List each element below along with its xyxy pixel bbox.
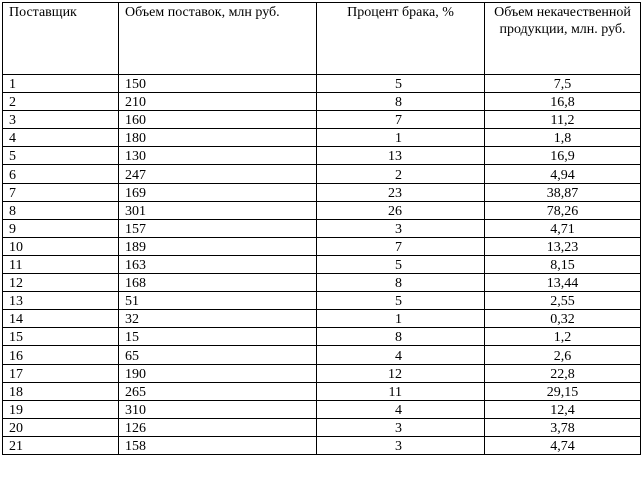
table-row [3,346,641,364]
cell-supply-volume: 180 [119,129,317,147]
cell-supplier: 2 [3,93,119,111]
cell-defect-percent: 5 [317,255,485,273]
cell-defective-volume: 4,74 [485,436,641,454]
cell-defective-volume: 78,26 [485,201,641,219]
cell-supplier: 13 [3,292,119,310]
cell-supplier: 5 [3,147,119,165]
table-row [3,237,641,255]
cell-defect-percent: 4 [317,346,485,364]
cell-defective-volume: 11,2 [485,111,641,129]
cell-supplier: 15 [3,328,119,346]
cell-defect-percent: 3 [317,418,485,436]
table-row [3,310,641,328]
cell-defect-percent: 8 [317,274,485,292]
cell-supplier: 10 [3,237,119,255]
table-header-row [3,3,641,75]
cell-defect-percent: 26 [317,201,485,219]
table-row [3,364,641,382]
cell-supplier: 21 [3,436,119,454]
cell-supply-volume: 51 [119,292,317,310]
cell-defect-percent: 3 [317,219,485,237]
cell-defective-volume: 4,94 [485,165,641,183]
column-header-defect-percent: Процент брака, % [317,3,485,75]
cell-defective-volume: 12,4 [485,400,641,418]
cell-defective-volume: 8,15 [485,255,641,273]
cell-defective-volume: 38,87 [485,183,641,201]
cell-defective-volume: 2,6 [485,346,641,364]
table-row [3,93,641,111]
cell-defect-percent: 12 [317,364,485,382]
cell-defect-percent: 2 [317,165,485,183]
cell-supply-volume: 265 [119,382,317,400]
cell-defective-volume: 16,9 [485,147,641,165]
cell-supplier: 19 [3,400,119,418]
column-header-defective-volume: Объем некачественной продукции, млн. руб. [485,3,641,75]
cell-supply-volume: 150 [119,75,317,93]
cell-defective-volume: 22,8 [485,364,641,382]
column-header-supply-volume: Объем поставок, млн руб. [119,3,317,75]
cell-supply-volume: 210 [119,93,317,111]
table-row [3,201,641,219]
cell-supply-volume: 168 [119,274,317,292]
table-row [3,129,641,147]
table-row [3,400,641,418]
cell-defective-volume: 4,71 [485,219,641,237]
cell-defect-percent: 1 [317,310,485,328]
table-row [3,111,641,129]
cell-defect-percent: 4 [317,400,485,418]
cell-defective-volume: 2,55 [485,292,641,310]
cell-defect-percent: 13 [317,147,485,165]
cell-supply-volume: 15 [119,328,317,346]
cell-defect-percent: 8 [317,93,485,111]
cell-supplier: 4 [3,129,119,147]
cell-supply-volume: 163 [119,255,317,273]
column-header-supplier: Поставщик [3,3,119,75]
table-row [3,147,641,165]
cell-defect-percent: 3 [317,436,485,454]
cell-supply-volume: 126 [119,418,317,436]
cell-defective-volume: 29,15 [485,382,641,400]
cell-supplier: 6 [3,165,119,183]
cell-defective-volume: 13,44 [485,274,641,292]
cell-supplier: 20 [3,418,119,436]
cell-supply-volume: 310 [119,400,317,418]
cell-defect-percent: 11 [317,382,485,400]
cell-supply-volume: 169 [119,183,317,201]
cell-supplier: 9 [3,219,119,237]
table-row [3,436,641,454]
cell-supply-volume: 32 [119,310,317,328]
cell-supplier: 11 [3,255,119,273]
cell-supplier: 16 [3,346,119,364]
supplier-table [2,2,641,455]
table-row [3,382,641,400]
cell-supplier: 17 [3,364,119,382]
cell-supply-volume: 189 [119,237,317,255]
cell-supplier: 3 [3,111,119,129]
table-row [3,183,641,201]
cell-defect-percent: 7 [317,237,485,255]
table-row [3,274,641,292]
cell-supplier: 14 [3,310,119,328]
table-row [3,255,641,273]
cell-defect-percent: 8 [317,328,485,346]
cell-defective-volume: 16,8 [485,93,641,111]
cell-supplier: 8 [3,201,119,219]
cell-defect-percent: 7 [317,111,485,129]
table-row [3,418,641,436]
cell-supply-volume: 157 [119,219,317,237]
cell-defect-percent: 23 [317,183,485,201]
table-row [3,292,641,310]
cell-defect-percent: 5 [317,75,485,93]
cell-supply-volume: 158 [119,436,317,454]
cell-defective-volume: 3,78 [485,418,641,436]
cell-supply-volume: 130 [119,147,317,165]
cell-supplier: 7 [3,183,119,201]
cell-defective-volume: 0,32 [485,310,641,328]
cell-defective-volume: 1,8 [485,129,641,147]
cell-supply-volume: 65 [119,346,317,364]
cell-supplier: 12 [3,274,119,292]
cell-defect-percent: 5 [317,292,485,310]
cell-supply-volume: 160 [119,111,317,129]
table-row [3,75,641,93]
cell-supply-volume: 247 [119,165,317,183]
cell-supply-volume: 301 [119,201,317,219]
cell-defective-volume: 13,23 [485,237,641,255]
cell-defective-volume: 1,2 [485,328,641,346]
table-row [3,219,641,237]
table-row [3,165,641,183]
cell-supplier: 1 [3,75,119,93]
cell-defect-percent: 1 [317,129,485,147]
cell-supplier: 18 [3,382,119,400]
table-row [3,328,641,346]
cell-supply-volume: 190 [119,364,317,382]
cell-defective-volume: 7,5 [485,75,641,93]
